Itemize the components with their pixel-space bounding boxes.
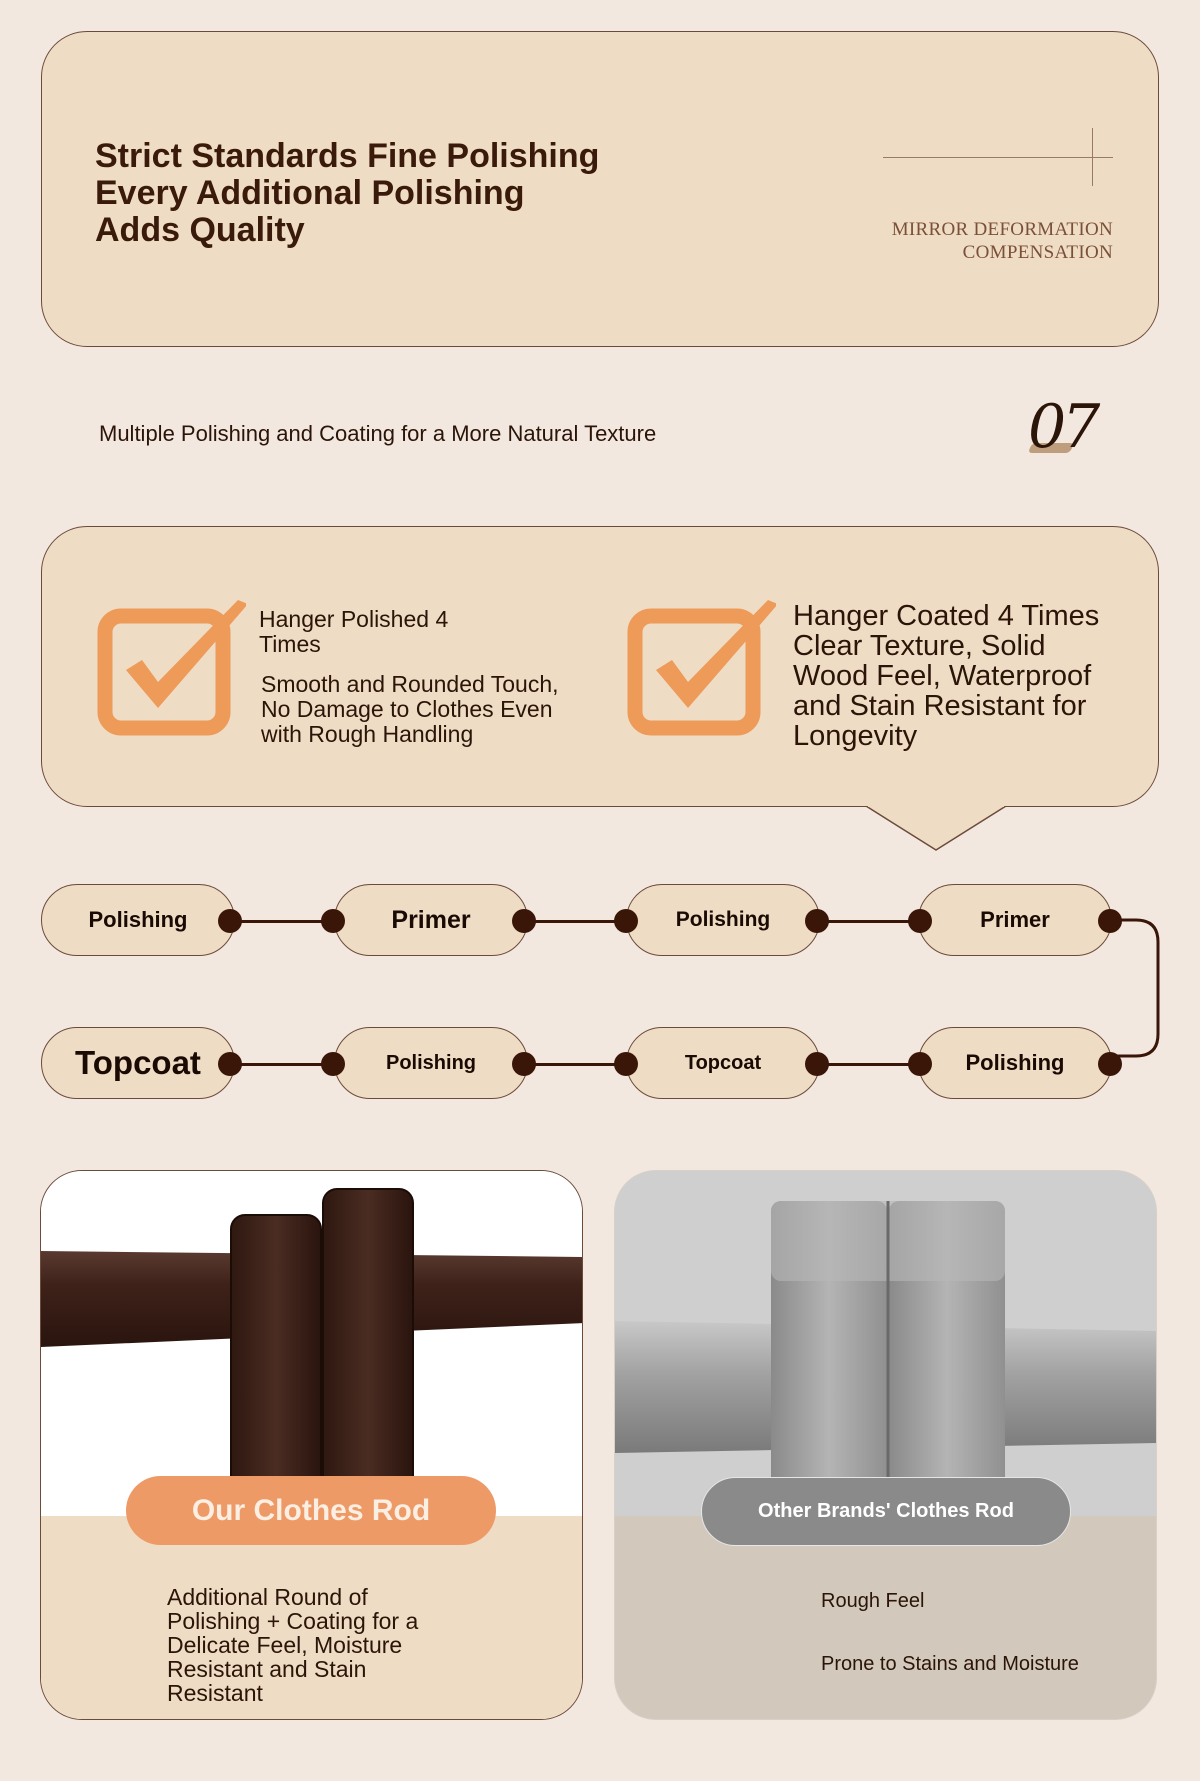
process-step-polishing: Polishing bbox=[334, 1027, 528, 1099]
other-rod-photo bbox=[615, 1171, 1157, 1720]
process-link bbox=[823, 1063, 913, 1066]
process-node bbox=[218, 909, 242, 933]
card-pointer-tail bbox=[866, 806, 1006, 852]
checkbox-check-icon bbox=[96, 598, 246, 738]
process-node bbox=[1098, 1052, 1122, 1076]
process-node bbox=[1098, 909, 1122, 933]
feature-1-description: Smooth and Rounded Touch, No Damage to Clothes Even with Rough Handling bbox=[261, 671, 559, 747]
header-subtitle-line2: COMPENSATION bbox=[962, 242, 1113, 263]
our-rod-label: Our Clothes Rod bbox=[126, 1476, 496, 1545]
process-link bbox=[532, 920, 622, 923]
process-node bbox=[805, 909, 829, 933]
process-node bbox=[321, 1052, 345, 1076]
header-subtitle-line1: MIRROR DEFORMATION bbox=[891, 219, 1113, 240]
header-title: Strict Standards Fine Polishing Every Additional Polishing Adds Quality bbox=[95, 137, 600, 249]
process-step-topcoat: Topcoat bbox=[41, 1027, 235, 1099]
checkbox-check-icon bbox=[626, 598, 776, 738]
process-node bbox=[908, 1052, 932, 1076]
process-step-primer: Primer bbox=[918, 884, 1112, 956]
process-node bbox=[805, 1052, 829, 1076]
process-step-polishing: Polishing bbox=[626, 884, 820, 956]
process-step-topcoat: Topcoat bbox=[626, 1027, 820, 1099]
section-subtitle: Multiple Polishing and Coating for a More Natural Texture bbox=[99, 421, 657, 446]
feature-1-title: Hanger Polished 4 Times bbox=[259, 606, 449, 657]
process-link bbox=[240, 1063, 330, 1066]
process-link bbox=[823, 920, 913, 923]
process-node bbox=[614, 909, 638, 933]
process-step-primer: Primer bbox=[334, 884, 528, 956]
process-node bbox=[321, 909, 345, 933]
our-rod-description: Additional Round of Polishing + Coating for a Delicate Feel, Moisture Resistant and Stain Resistant bbox=[167, 1584, 419, 1706]
other-rod-label: Other Brands' Clothes Rod bbox=[701, 1477, 1071, 1546]
process-connector-curve bbox=[1100, 910, 1162, 1070]
process-node bbox=[614, 1052, 638, 1076]
process-link bbox=[240, 920, 330, 923]
process-step-polishing: Polishing bbox=[41, 884, 235, 956]
section-number: 07 bbox=[1028, 392, 1097, 462]
other-rod-point-1: Rough Feel bbox=[821, 1590, 925, 1612]
decorative-horizontal-line bbox=[883, 157, 1113, 158]
decorative-vertical-line bbox=[1092, 128, 1093, 186]
process-node bbox=[908, 909, 932, 933]
header-subtitle bbox=[820, 218, 1113, 264]
other-rod-panel bbox=[614, 1170, 1157, 1720]
process-node bbox=[218, 1052, 242, 1076]
other-rod-point-2: Prone to Stains and Moisture bbox=[821, 1653, 1079, 1675]
process-link bbox=[532, 1063, 622, 1066]
process-node bbox=[512, 1052, 536, 1076]
feature-2-text: Hanger Coated 4 Times Clear Texture, Solid Wood Feel, Waterproof and Stain Resistant for Longevity bbox=[793, 600, 1100, 752]
process-node bbox=[512, 909, 536, 933]
process-step-polishing: Polishing bbox=[918, 1027, 1112, 1099]
